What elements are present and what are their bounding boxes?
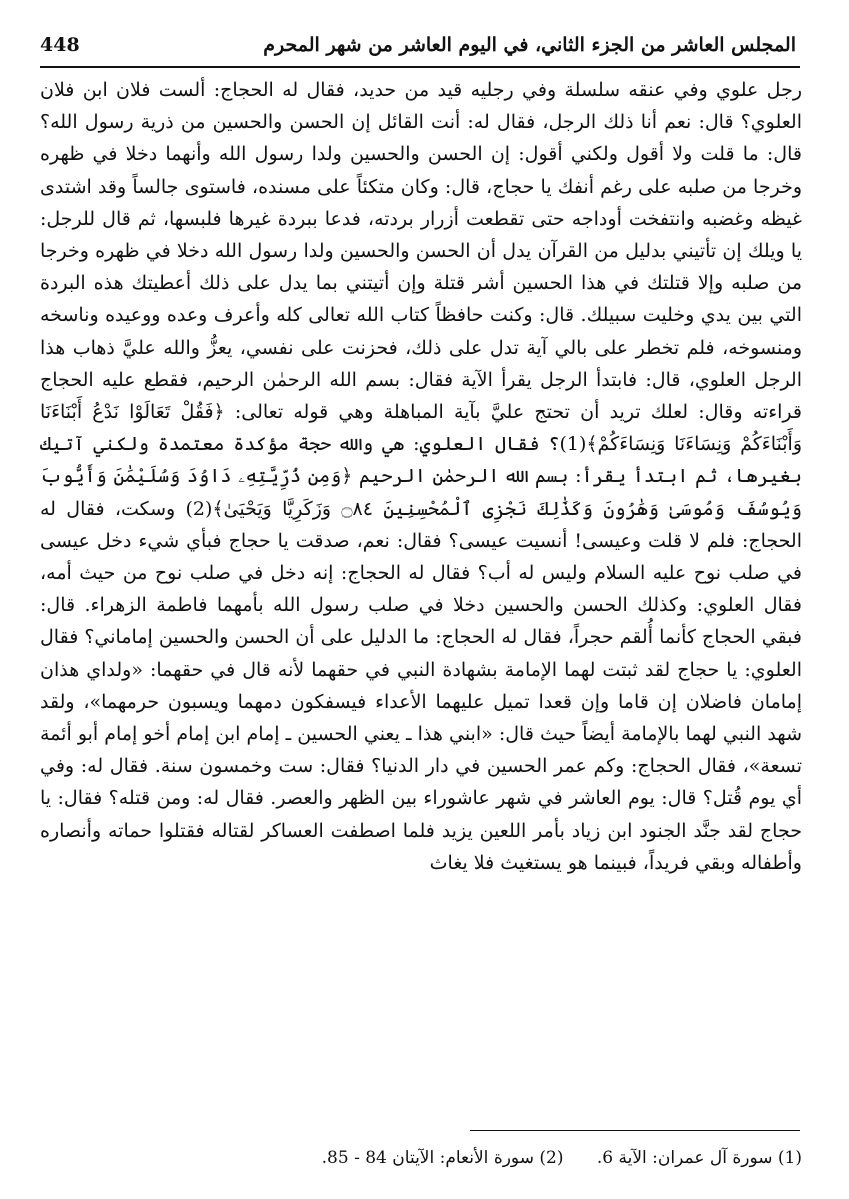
footnote-divider: [470, 1130, 800, 1131]
body-paragraph: رجل علوي وفي عنقه سلسلة وفي رجليه قيد من حديد، فقال له الحجاج: ألست فلان ابن فلان العلوي؟ قال: نعم أنا ذلك الرجل، فقال له: أنت القائل إن الحسن والحسين من ذرية رسول الله؟ قال: ما قلت ولا أقول ولكني أقول: إن الحسن والحسين ولدا رسول الله وأنهما دخلا في ظهره وخرجا من صلبه على رغم أنفك يا حجاج، قال: وكان متكئاً على مسنده، فاستوى جالساً وقد اشتدى غيظه وغضبه وانتفخت أوداجه حتى تقطعت أزرار بردته، فدعا ببردة غيرها فلبسها، ثم قال للرجل: يا ويلك إن تأتيني بدليل من القرآن يدل أن الحسن والحسين ولدا رسول الله دخلا في ظهره وخرجا من صلبه وإلا قتلتك في هذا الحسين أشر قتلة وإن أتيتني بما يدل على ذلك أعطيتك هذه البردة التي بين يدي وخليت سبيلك. قال: وكنت حافظاً كتاب الله تعالى كله وأعرف وعده ووعيده وناسخه ومنسوخه، فلم تخطر على بالي آية تدل على ذلك، فحزنت على نفسي، يعزُّ والله عليَّ ذهاب هذا الرجل العلوي، قال: فابتدأ الرجل يقرأ الآية فقال: بسم الله الرحمٰن الرحيم، فقطع عليه الحجاج قراءته وقال: لعلك تريد أن تحتج عليَّ بآية المباهلة وهي قوله تعالى: ﴿فَقُلْ تَعَالَوْا نَدْعُ أَبْنَاءَنَا وَأَبْنَاءَكُمْ وَنِسَاءَنَا وَنِسَاءَكُمْ﴾(1)؟ فقال العلوي: هي والله حجة مؤكدة معتمدة ولكني آتيك بغيرها، ثم ابتدأ يقرأ: بسم الله الرحمٰن الرحيم ﴿وَمِن ذُرِّيَّتِهِۦ دَاوُدَ وَسُلَيْمَٰنَ وَأَيُّوبَ وَيُوسُفَ وَمُوسَىٰ وَهَٰرُونَ وَكَذَٰلِكَ نَجْزِى ٱلْمُحْسِنِينَ ۝٨٤ وَزَكَرِيَّا وَيَحْيَىٰ﴾(2) وسكت، فقال له الحجاج: فلم لا قلت وعيسى! أنسيت عيسى؟ فقال: نعم، صدقت يا حجاج فبأي شيء دخل عيسى في صلب نوح عليه السلام وليس له أب؟ فقال له الحجاج: إنه دخل في صلب نوح من حيث أمه، فقال العلوي: وكذلك الحسن والحسين دخلا في صلب رسول الله بأمهما فاطمة الزهراء. قال: فبقي الحجاج كأنما أُلقم حجراً، فقال له الحجاج: ما الدليل على أن الحسن والحسين إماماني؟ فقال العلوي: يا حجاج لقد ثبتت لهما الإمامة بشهادة النبي في حقهما لأنه قال في حقهما: «ولداي هذان إمامان فاضلان إن قاما وإن قعدا تميل عليهما الأعداء فيسفكون دمهما ويسبون حرمهما»، ولقد شهد النبي لهما بالإمامة أيضاً حيث قال: «ابني هذا ـ يعني الحسين ـ إمام ابن إمام أخو إمام أبو أئمة تسعة»، فقال الحجاج: وكم عمر الحسين في دار الدنيا؟ فقال: ست وخمسون سنة. فقال له: وفي أي يوم قُتل؟ قال: يوم العاشر في شهر عاشوراء بين الظهر والعصر. فقال له: ومن قتله؟ فقال: يا حجاج لقد جنَّد الجنود ابن زياد بأمر اللعين يزيد فلما اصطفت العساكر لقتاله فقتلوا حماته وأنصاره وأطفاله وبقي فريداً، فبينما هو يستغيث فلا يغاث: [40, 79, 802, 874]
footnote-1: [597, 1148, 802, 1168]
footnote-text: سورة آل عمران: الآية 6.: [596, 1148, 773, 1168]
footnote-marker: (1): [777, 1148, 802, 1168]
footnote-marker: (2): [539, 1148, 564, 1168]
footnote-text: سورة الأنعام: الآيتان 84 - 85.: [321, 1148, 534, 1168]
main-text: [40, 74, 802, 1106]
running-title: المجلس العاشر من الجزء الثاني، في اليوم العاشر من شهر المحرم: [263, 34, 796, 56]
page-number: 448: [40, 34, 80, 56]
page-header: [40, 30, 796, 64]
footnote-2: [322, 1148, 564, 1168]
footnotes: [40, 1148, 802, 1178]
header-divider: [40, 66, 800, 68]
